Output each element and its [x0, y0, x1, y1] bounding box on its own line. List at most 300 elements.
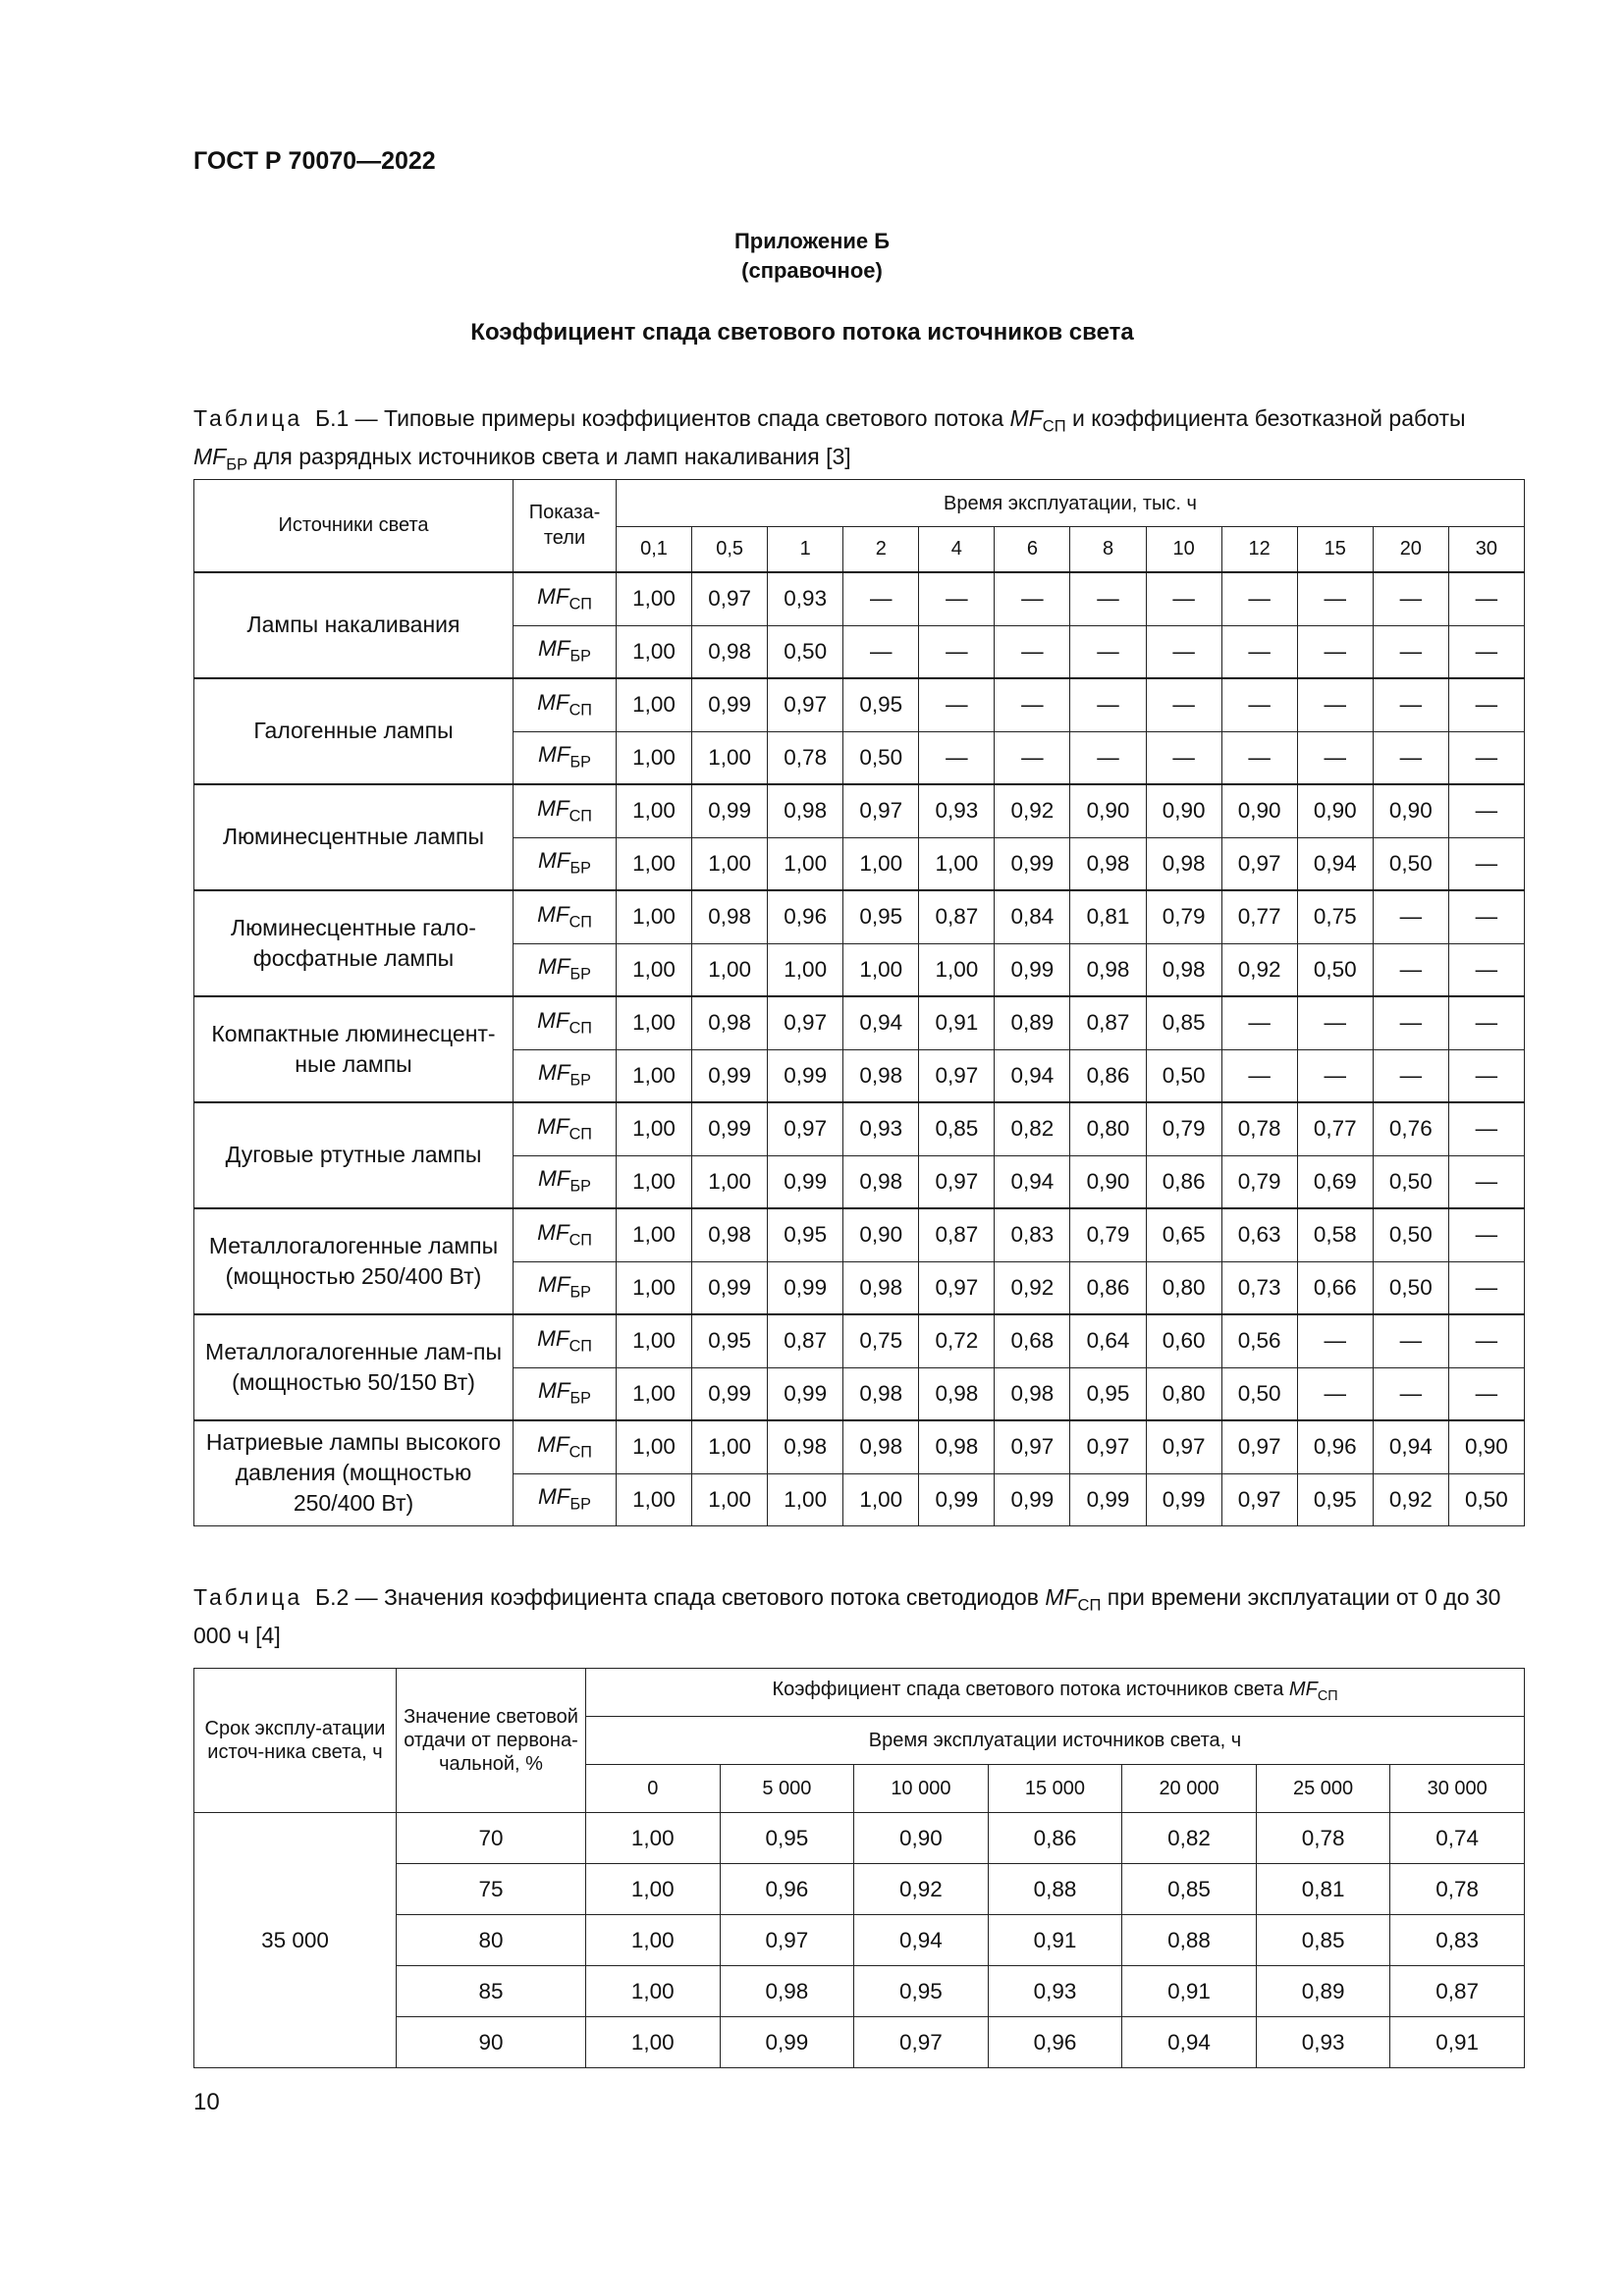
col-header-source: Источники света: [194, 480, 514, 572]
value-cell: 0,78: [1221, 1102, 1297, 1156]
table-row: [194, 678, 1525, 732]
value-cell: 0,92: [1373, 1473, 1448, 1525]
value-cell: 1,00: [692, 943, 768, 996]
lamp-group: [194, 784, 1525, 890]
value-cell: 0,94: [1373, 1420, 1448, 1474]
value-cell: 0,74: [1390, 1813, 1525, 1864]
value-cell: —: [1373, 572, 1448, 626]
value-cell: 0,98: [692, 625, 768, 678]
value-cell: —: [1070, 678, 1146, 732]
indicator-mf-sp: $MF_{СП}$: [514, 1208, 617, 1262]
value-cell: 0,99: [692, 1049, 768, 1102]
efficacy-cell: 85: [397, 1966, 586, 2017]
value-cell: 0,97: [1146, 1420, 1221, 1474]
value-cell: 0,99: [768, 1367, 843, 1420]
value-cell: 0,86: [988, 1813, 1122, 1864]
value-cell: —: [1221, 1049, 1297, 1102]
value-cell: —: [1448, 1208, 1524, 1262]
value-cell: 0,98: [843, 1420, 919, 1474]
value-cell: 0,97: [768, 1102, 843, 1156]
value-cell: —: [1448, 1314, 1524, 1368]
value-cell: —: [1373, 1049, 1448, 1102]
value-cell: —: [1221, 625, 1297, 678]
value-cell: 0,83: [1390, 1915, 1525, 1966]
value-cell: —: [1297, 678, 1373, 732]
indicator-mf-sp: $MF_{СП}$: [514, 890, 617, 944]
value-cell: —: [995, 678, 1070, 732]
lamp-group: [194, 1208, 1525, 1314]
value-cell: 0,97: [1070, 1420, 1146, 1474]
indicator-mf-br: $MF_{БР}$: [514, 1155, 617, 1208]
table1-caption-dash: —: [349, 405, 385, 431]
time-header: 0,1: [617, 527, 692, 572]
col-header-time: Время эксплуатации, тыс. ч: [617, 480, 1525, 527]
value-cell: 0,99: [692, 678, 768, 732]
value-cell: 0,95: [1297, 1473, 1373, 1525]
value-cell: 0,99: [692, 784, 768, 838]
value-cell: 0,90: [1221, 784, 1297, 838]
value-cell: 0,98: [1070, 837, 1146, 890]
time-header: 15 000: [988, 1765, 1122, 1813]
indicator-mf-br: $MF_{БР}$: [514, 1261, 617, 1314]
value-cell: —: [1297, 731, 1373, 784]
value-cell: 0,90: [1297, 784, 1373, 838]
lamp-group: [194, 890, 1525, 996]
value-cell: —: [1297, 1049, 1373, 1102]
value-cell: —: [1448, 625, 1524, 678]
value-cell: 1,00: [617, 1049, 692, 1102]
value-cell: 1,00: [617, 731, 692, 784]
value-cell: —: [1448, 572, 1524, 626]
value-cell: 0,75: [843, 1314, 919, 1368]
value-cell: —: [1448, 784, 1524, 838]
value-cell: 0,99: [995, 1473, 1070, 1525]
lamp-group: [194, 1314, 1525, 1420]
value-cell: 0,98: [1146, 943, 1221, 996]
value-cell: —: [1373, 996, 1448, 1050]
value-cell: 0,50: [1297, 943, 1373, 996]
value-cell: 0,86: [1070, 1049, 1146, 1102]
value-cell: 0,50: [1373, 1208, 1448, 1262]
table1-caption-text3: для разрядных источников света и ламп накаливания [3]: [247, 443, 851, 469]
value-cell: —: [919, 625, 995, 678]
value-cell: 0,50: [1221, 1367, 1297, 1420]
value-cell: 0,80: [1146, 1261, 1221, 1314]
value-cell: 1,00: [692, 1473, 768, 1525]
value-cell: 0,96: [988, 2017, 1122, 2068]
efficacy-cell: 90: [397, 2017, 586, 2068]
value-cell: 0,50: [768, 625, 843, 678]
value-cell: —: [1448, 1367, 1524, 1420]
value-cell: 0,83: [995, 1208, 1070, 1262]
value-cell: 0,98: [843, 1367, 919, 1420]
value-cell: 0,98: [919, 1420, 995, 1474]
table1-caption-num: Б.1: [314, 405, 350, 431]
value-cell: 0,99: [692, 1102, 768, 1156]
mf-sp-symbol: $MF_{СП}$: [1009, 405, 1066, 436]
value-cell: 0,85: [919, 1102, 995, 1156]
efficacy-cell: 70: [397, 1813, 586, 1864]
value-cell: 1,00: [768, 837, 843, 890]
col-header-lifetime: Срок эксплу-атации источ-ника света, ч: [194, 1669, 397, 1813]
value-cell: —: [1448, 943, 1524, 996]
value-cell: 0,98: [720, 1966, 854, 2017]
value-cell: 0,94: [995, 1155, 1070, 1208]
value-cell: —: [1448, 1102, 1524, 1156]
indicator-mf-sp: $MF_{СП}$: [514, 784, 617, 838]
annex-kind: (справочное): [741, 258, 883, 283]
indicator-mf-br: $MF_{БР}$: [514, 625, 617, 678]
value-cell: 0,90: [1146, 784, 1221, 838]
value-cell: 0,68: [995, 1314, 1070, 1368]
value-cell: —: [1297, 1367, 1373, 1420]
value-cell: 0,97: [854, 2017, 989, 2068]
value-cell: 0,94: [1122, 2017, 1257, 2068]
light-source-name: Натриевые лампы высокого давления (мощностью 250/400 Вт): [194, 1420, 514, 1526]
value-cell: 0,97: [919, 1049, 995, 1102]
table-row: [194, 890, 1525, 944]
value-cell: 0,99: [995, 943, 1070, 996]
table-row: [194, 1102, 1525, 1156]
value-cell: —: [1146, 678, 1221, 732]
value-cell: 0,50: [1146, 1049, 1221, 1102]
value-cell: 0,97: [843, 784, 919, 838]
value-cell: 0,95: [843, 890, 919, 944]
value-cell: —: [1297, 1314, 1373, 1368]
light-source-name: Компактные люминесцент-ные лампы: [194, 996, 514, 1102]
value-cell: 0,56: [1221, 1314, 1297, 1368]
value-cell: 0,78: [1256, 1813, 1390, 1864]
value-cell: 0,97: [768, 996, 843, 1050]
value-cell: 0,98: [919, 1367, 995, 1420]
time-header: 2: [843, 527, 919, 572]
value-cell: 0,79: [1221, 1155, 1297, 1208]
value-cell: —: [1297, 996, 1373, 1050]
value-cell: 1,00: [617, 678, 692, 732]
value-cell: 0,98: [692, 996, 768, 1050]
value-cell: 0,84: [995, 890, 1070, 944]
value-cell: 0,95: [720, 1813, 854, 1864]
annex-title: Коэффициент спада светового потока источников света: [470, 319, 1134, 346]
table-row: [194, 1314, 1525, 1368]
value-cell: 0,99: [1070, 1473, 1146, 1525]
value-cell: 1,00: [617, 1261, 692, 1314]
value-cell: 0,90: [843, 1208, 919, 1262]
value-cell: 0,98: [1146, 837, 1221, 890]
value-cell: —: [919, 678, 995, 732]
value-cell: 0,98: [692, 890, 768, 944]
value-cell: —: [1297, 572, 1373, 626]
indicator-mf-br: $MF_{БР}$: [514, 731, 617, 784]
efficacy-cell: 75: [397, 1864, 586, 1915]
table2-header: [194, 1669, 1525, 1813]
value-cell: 1,00: [843, 1473, 919, 1525]
table2-caption-num: Б.2: [314, 1584, 350, 1610]
table1-caption-text2: и коэффициента безотказной работы: [1065, 405, 1466, 431]
value-cell: —: [1448, 1155, 1524, 1208]
value-cell: 0,96: [720, 1864, 854, 1915]
value-cell: 0,86: [1070, 1261, 1146, 1314]
value-cell: 0,87: [919, 1208, 995, 1262]
value-cell: 1,00: [617, 1314, 692, 1368]
value-cell: 1,00: [586, 1915, 721, 1966]
value-cell: 0,72: [919, 1314, 995, 1368]
value-cell: 0,97: [692, 572, 768, 626]
value-cell: 0,60: [1146, 1314, 1221, 1368]
value-cell: 0,90: [1070, 1155, 1146, 1208]
value-cell: 0,82: [995, 1102, 1070, 1156]
value-cell: 0,99: [720, 2017, 854, 2068]
value-cell: 0,89: [1256, 1966, 1390, 2017]
time-header: 20: [1373, 527, 1448, 572]
value-cell: 0,79: [1146, 1102, 1221, 1156]
value-cell: 0,97: [1221, 837, 1297, 890]
value-cell: 0,99: [995, 837, 1070, 890]
col-header-efficacy: Значение световой отдачи от первона-чальной, %: [397, 1669, 586, 1813]
table1-header: [194, 480, 1525, 572]
value-cell: 0,80: [1070, 1102, 1146, 1156]
value-cell: 1,00: [617, 1473, 692, 1525]
col-header-coef: Коэффициент спада светового потока источников света $MF_{СП}$: [586, 1669, 1525, 1717]
value-cell: —: [843, 572, 919, 626]
light-source-name: Металлогалогенные лам-пы (мощностью 50/150 Вт): [194, 1314, 514, 1420]
time-header: 1: [768, 527, 843, 572]
value-cell: 0,91: [1122, 1966, 1257, 2017]
indicator-mf-sp: $MF_{СП}$: [514, 996, 617, 1050]
indicator-mf-br: $MF_{БР}$: [514, 1367, 617, 1420]
value-cell: 0,50: [1373, 1261, 1448, 1314]
light-source-name: Галогенные лампы: [194, 678, 514, 784]
value-cell: —: [1221, 996, 1297, 1050]
value-cell: 1,00: [692, 731, 768, 784]
value-cell: 0,98: [843, 1049, 919, 1102]
value-cell: 1,00: [692, 1155, 768, 1208]
value-cell: 0,95: [692, 1314, 768, 1368]
value-cell: 0,85: [1256, 1915, 1390, 1966]
value-cell: 1,00: [586, 1864, 721, 1915]
value-cell: 0,98: [1070, 943, 1146, 996]
indicator-mf-br: $MF_{БР}$: [514, 1473, 617, 1525]
value-cell: 0,69: [1297, 1155, 1373, 1208]
value-cell: 0,98: [692, 1208, 768, 1262]
time-header: 8: [1070, 527, 1146, 572]
value-cell: 0,93: [988, 1966, 1122, 2017]
table-row: [194, 1813, 1525, 1864]
value-cell: —: [1448, 678, 1524, 732]
value-cell: 0,87: [919, 890, 995, 944]
annex-label: Приложение Б: [733, 229, 891, 253]
time-header: 4: [919, 527, 995, 572]
value-cell: 0,95: [854, 1966, 989, 2017]
value-cell: —: [1448, 890, 1524, 944]
value-cell: 0,75: [1297, 890, 1373, 944]
value-cell: 0,86: [1146, 1155, 1221, 1208]
value-cell: 0,99: [768, 1261, 843, 1314]
value-cell: 0,87: [1070, 996, 1146, 1050]
value-cell: 0,91: [1390, 2017, 1525, 2068]
table2-caption-label: Таблица: [193, 1584, 303, 1610]
table1-caption-text1: Типовые примеры коэффициентов спада светового потока: [384, 405, 1010, 431]
value-cell: 0,50: [843, 731, 919, 784]
value-cell: 0,76: [1373, 1102, 1448, 1156]
value-cell: —: [1373, 890, 1448, 944]
value-cell: 0,85: [1122, 1864, 1257, 1915]
value-cell: 0,50: [1448, 1473, 1524, 1525]
value-cell: 0,98: [843, 1261, 919, 1314]
time-header: 6: [995, 527, 1070, 572]
value-cell: 0,79: [1070, 1208, 1146, 1262]
table2-caption-text2: при времени эксплуатации от 0 до 30 000 ч [4]: [193, 1584, 1501, 1648]
indicator-mf-sp: $MF_{СП}$: [514, 1314, 617, 1368]
value-cell: —: [1448, 1049, 1524, 1102]
value-cell: 0,98: [843, 1155, 919, 1208]
indicator-mf-sp: $MF_{СП}$: [514, 1420, 617, 1474]
value-cell: 0,93: [843, 1102, 919, 1156]
value-cell: 0,99: [692, 1261, 768, 1314]
value-cell: 0,77: [1221, 890, 1297, 944]
table-row: [194, 996, 1525, 1050]
value-cell: —: [1146, 572, 1221, 626]
value-cell: —: [1448, 837, 1524, 890]
value-cell: —: [995, 572, 1070, 626]
light-source-name: Люминесцентные гало-фосфатные лампы: [194, 890, 514, 996]
indicator-mf-br: $MF_{БР}$: [514, 943, 617, 996]
value-cell: 0,58: [1297, 1208, 1373, 1262]
light-source-name: Люминесцентные лампы: [194, 784, 514, 890]
value-cell: 0,66: [1297, 1261, 1373, 1314]
value-cell: 1,00: [768, 943, 843, 996]
value-cell: 0,91: [988, 1915, 1122, 1966]
table-b1: [193, 479, 1525, 1526]
document-code: ГОСТ Р 70070—2022: [193, 147, 436, 175]
col-header-time: Время эксплуатации источников света, ч: [586, 1717, 1525, 1765]
value-cell: —: [1070, 625, 1146, 678]
value-cell: 0,50: [1373, 1155, 1448, 1208]
value-cell: 1,00: [692, 837, 768, 890]
value-cell: 0,94: [995, 1049, 1070, 1102]
value-cell: 0,97: [768, 678, 843, 732]
value-cell: —: [995, 625, 1070, 678]
indicator-mf-sp: $MF_{СП}$: [514, 678, 617, 732]
value-cell: 0,99: [768, 1155, 843, 1208]
value-cell: 0,80: [1146, 1367, 1221, 1420]
value-cell: 1,00: [617, 572, 692, 626]
value-cell: 1,00: [843, 837, 919, 890]
value-cell: 0,97: [919, 1261, 995, 1314]
value-cell: 0,98: [768, 784, 843, 838]
value-cell: —: [843, 625, 919, 678]
value-cell: 0,95: [1070, 1367, 1146, 1420]
value-cell: 1,00: [617, 943, 692, 996]
value-cell: 0,97: [1221, 1420, 1297, 1474]
time-header: 20 000: [1122, 1765, 1257, 1813]
value-cell: 0,78: [768, 731, 843, 784]
value-cell: 0,73: [1221, 1261, 1297, 1314]
value-cell: 1,00: [586, 1813, 721, 1864]
value-cell: 0,92: [995, 784, 1070, 838]
value-cell: 0,94: [1297, 837, 1373, 890]
value-cell: —: [1221, 572, 1297, 626]
value-cell: 0,50: [1373, 837, 1448, 890]
value-cell: 0,96: [768, 890, 843, 944]
value-cell: —: [1070, 572, 1146, 626]
value-cell: —: [1221, 678, 1297, 732]
value-cell: 0,99: [692, 1367, 768, 1420]
value-cell: 1,00: [692, 1420, 768, 1474]
value-cell: 0,89: [995, 996, 1070, 1050]
mf-sp-symbol: $MF_{СП}$: [1045, 1584, 1102, 1615]
value-cell: —: [1221, 731, 1297, 784]
value-cell: 0,96: [1297, 1420, 1373, 1474]
value-cell: 1,00: [617, 996, 692, 1050]
table-row: [194, 572, 1525, 626]
value-cell: 0,94: [854, 1915, 989, 1966]
value-cell: 0,77: [1297, 1102, 1373, 1156]
value-cell: 0,81: [1256, 1864, 1390, 1915]
value-cell: 0,97: [919, 1155, 995, 1208]
value-cell: 1,00: [617, 1208, 692, 1262]
value-cell: —: [1448, 996, 1524, 1050]
value-cell: —: [995, 731, 1070, 784]
value-cell: 1,00: [617, 1420, 692, 1474]
indicator-mf-sp: $MF_{СП}$: [514, 572, 617, 626]
value-cell: 0,90: [1373, 784, 1448, 838]
value-cell: —: [1070, 731, 1146, 784]
value-cell: 1,00: [843, 943, 919, 996]
value-cell: 0,99: [919, 1473, 995, 1525]
value-cell: 0,87: [768, 1314, 843, 1368]
time-header: 25 000: [1256, 1765, 1390, 1813]
value-cell: 1,00: [919, 837, 995, 890]
table2-caption-dash: —: [349, 1584, 385, 1610]
value-cell: 0,81: [1070, 890, 1146, 944]
indicator-mf-sp: $MF_{СП}$: [514, 1102, 617, 1156]
value-cell: 0,88: [1122, 1915, 1257, 1966]
efficacy-cell: 80: [397, 1915, 586, 1966]
value-cell: 1,00: [586, 1966, 721, 2017]
table-row: [194, 1208, 1525, 1262]
table2-caption: [193, 1582, 1525, 1650]
lamp-group: [194, 1420, 1525, 1526]
mf-sp-symbol: $MF_{СП}$: [1288, 1678, 1338, 1704]
value-cell: 0,92: [1221, 943, 1297, 996]
value-cell: —: [1373, 678, 1448, 732]
value-cell: 0,90: [1448, 1420, 1524, 1474]
value-cell: —: [1297, 625, 1373, 678]
time-header: 0,5: [692, 527, 768, 572]
value-cell: 0,63: [1221, 1208, 1297, 1262]
value-cell: 0,85: [1146, 996, 1221, 1050]
time-header: 10 000: [854, 1765, 989, 1813]
lamp-group: [194, 678, 1525, 784]
value-cell: 1,00: [617, 837, 692, 890]
indicator-mf-br: $MF_{БР}$: [514, 837, 617, 890]
value-cell: —: [1448, 1261, 1524, 1314]
mf-br-symbol: $MF_{БР}$: [193, 443, 248, 474]
value-cell: 1,00: [919, 943, 995, 996]
value-cell: 0,95: [768, 1208, 843, 1262]
value-cell: 0,99: [1146, 1473, 1221, 1525]
value-cell: 0,65: [1146, 1208, 1221, 1262]
value-cell: 0,82: [1122, 1813, 1257, 1864]
light-source-name: Дуговые ртутные лампы: [194, 1102, 514, 1208]
indicator-mf-br: $MF_{БР}$: [514, 1049, 617, 1102]
table-row: [194, 784, 1525, 838]
value-cell: 0,97: [1221, 1473, 1297, 1525]
value-cell: 0,64: [1070, 1314, 1146, 1368]
value-cell: —: [1373, 1314, 1448, 1368]
value-cell: —: [1373, 1367, 1448, 1420]
